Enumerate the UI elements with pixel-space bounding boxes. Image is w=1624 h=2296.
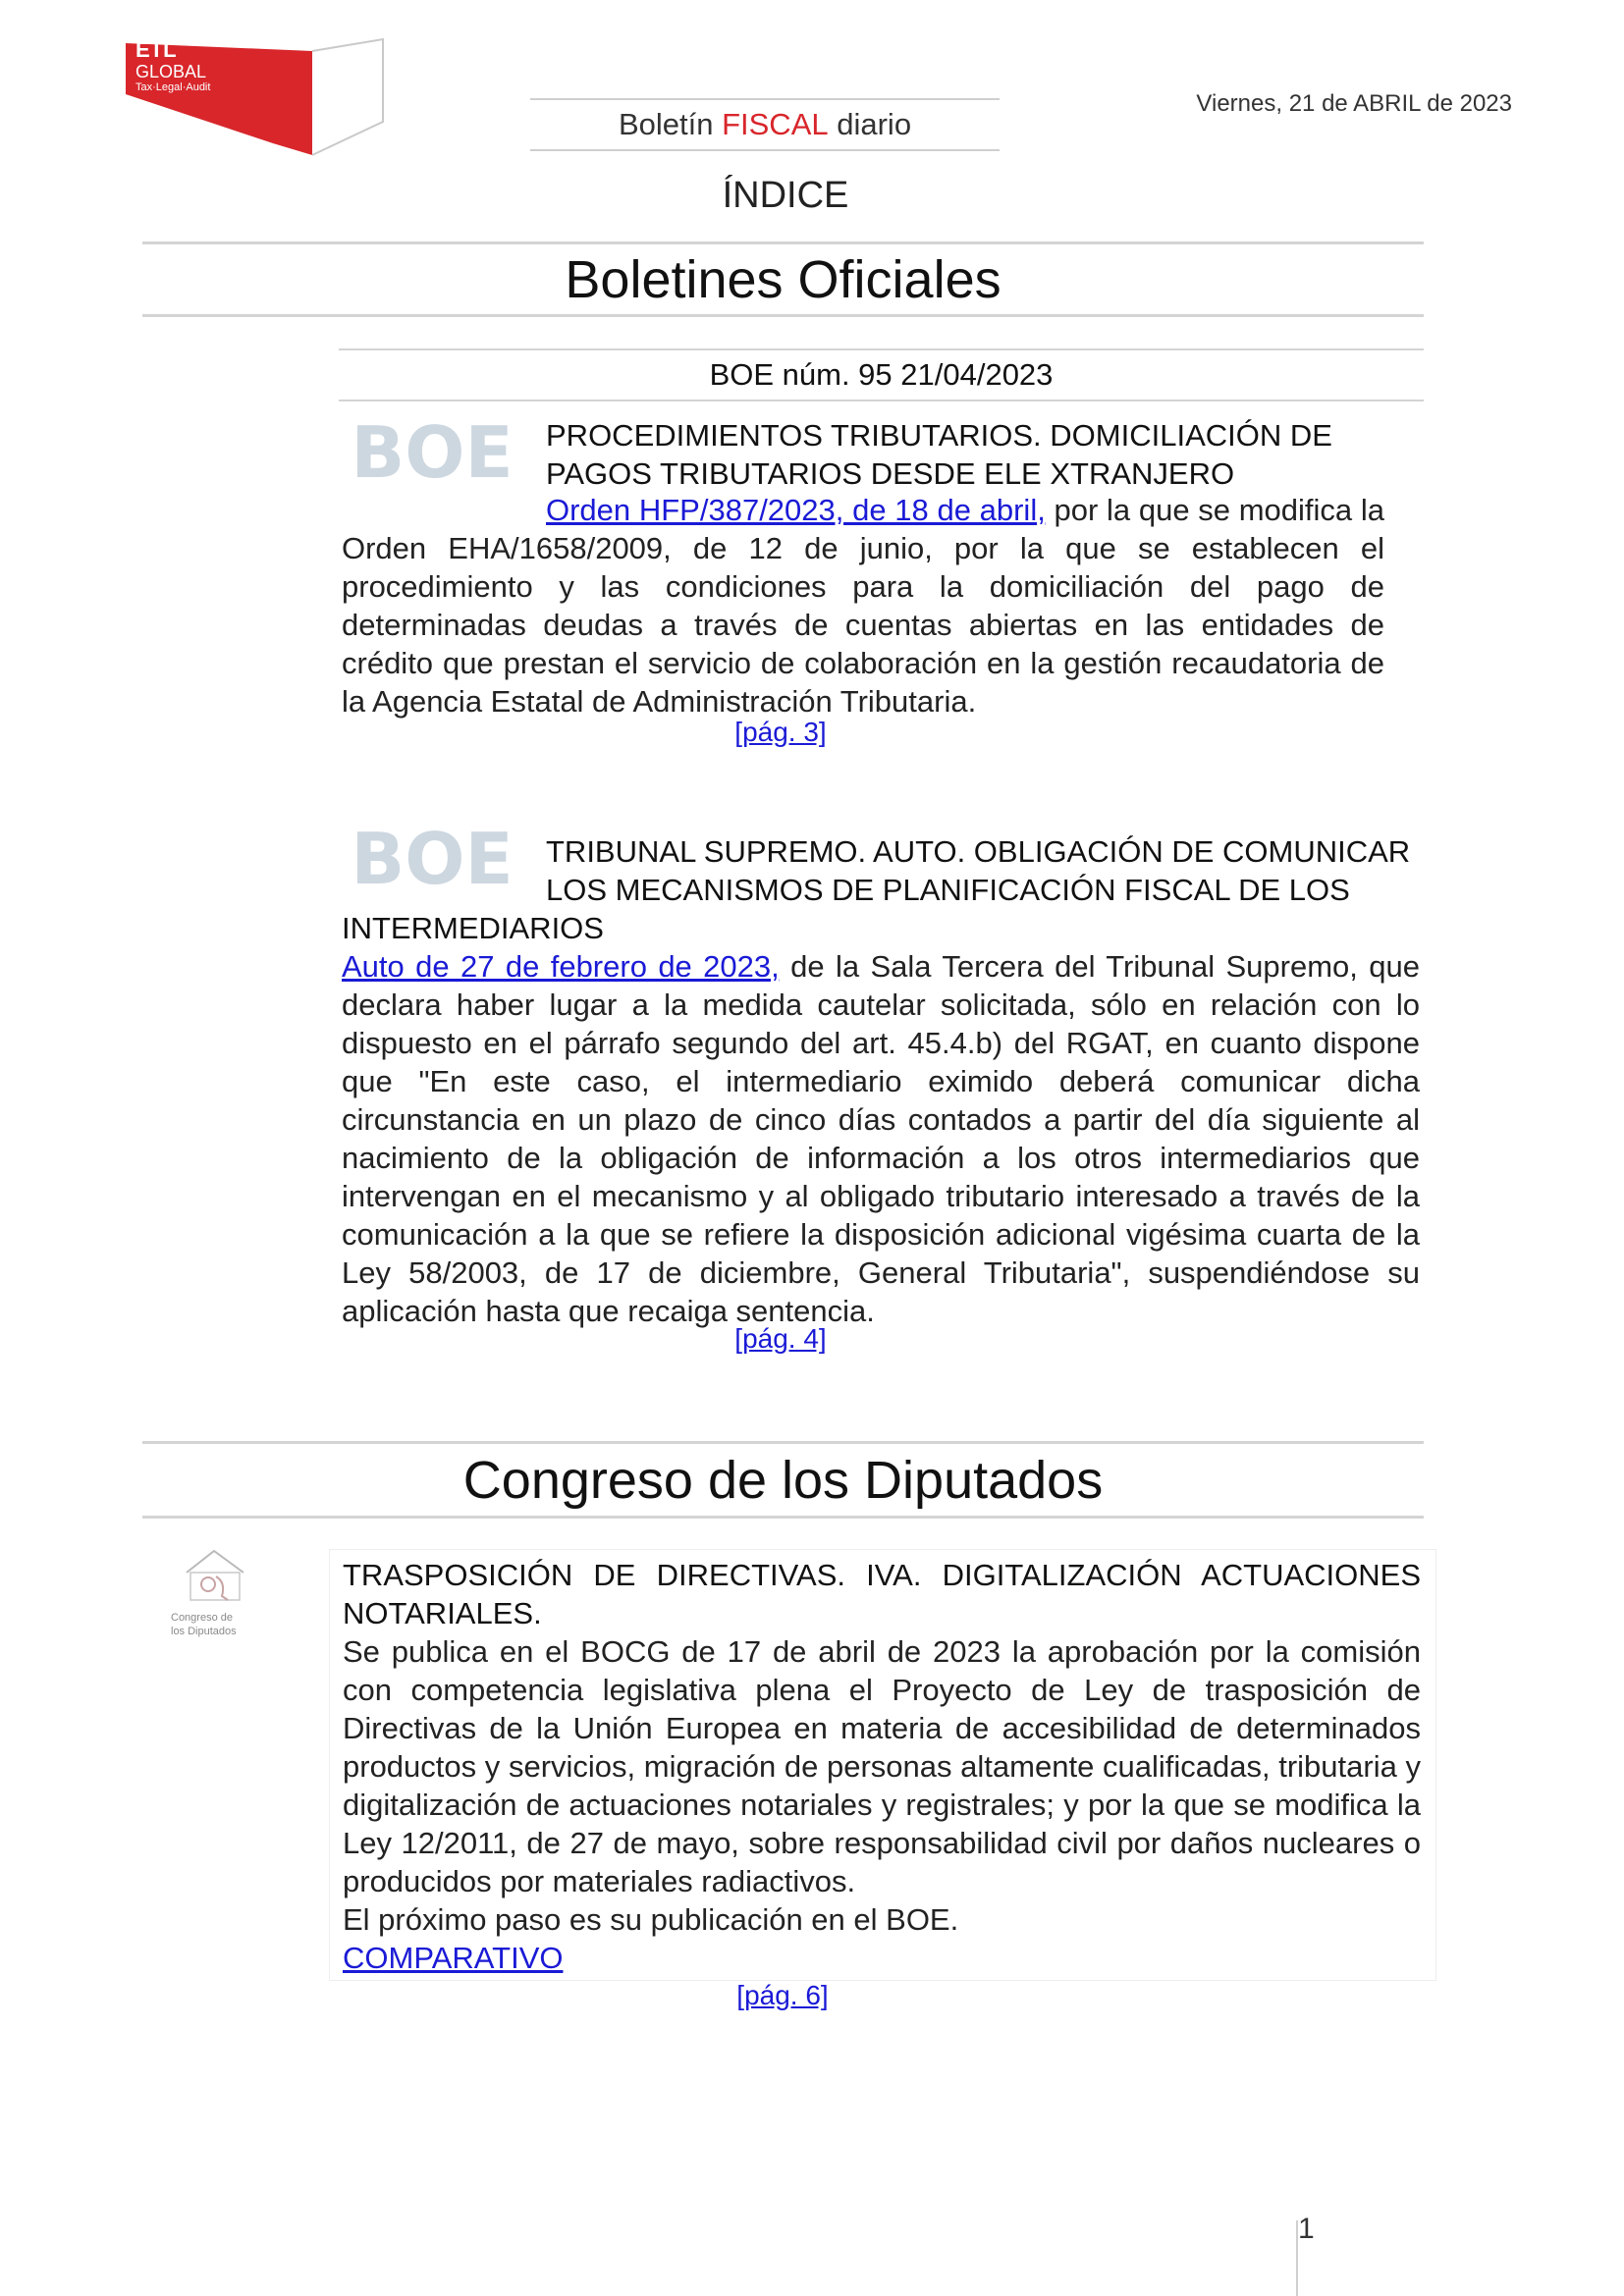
entry1-heading-line1: PROCEDIMIENTOS TRIBUTARIOS. DOMICILIACIÓN DE [546, 418, 1332, 453]
congreso-logo [165, 1543, 263, 1661]
congreso-logo-caption [165, 1611, 263, 1638]
section-rule-bottom [142, 1516, 1424, 1519]
entry2-text: de la Sala Tercera del Tribunal Supremo, que declara haber lugar a la medida cautelar solicitada, sólo en relación con lo dispuesto en el párrafo segundo del art. 45.4.b) del RGAT, en cuanto dispone que "En este caso, el intermediario eximido deberá comunicar dicha circunstancia en un plazo de cinco días contados a partir del día siguiente al nacimiento de la obligación de información a los otros intermediarios que intervengan en el mecanismo y al obligado tributario interesado a través de la comunicación a la que se refiere la disposición adicional vigésima cuarta de la Ley 58/2003, de 17 de diciembre, General Tributaria", suspendiéndose su aplicación hasta que recaiga sentencia. [342, 949, 1420, 1328]
etl-global-logo [126, 37, 391, 159]
bulletin-date: Viernes, 21 de ABRIL de 2023 [1196, 90, 1512, 117]
index-title: ÍNDICE [722, 175, 849, 216]
entry1-heading-line2: PAGOS TRIBUTARIOS DESDE ELE XTRANJERO [546, 456, 1235, 491]
entry2-link[interactable]: Auto de 27 de febrero de 2023, [342, 949, 780, 984]
entry1-link[interactable]: Orden HFP/387/2023, de 18 de abril, [546, 493, 1046, 527]
congreso-emblem [165, 1543, 263, 1606]
congreso-logo-caption-line1: Congreso de [171, 1612, 233, 1624]
entry1-text: por la que se modifica la Orden EHA/1658/2009, de 12 de junio, por la que se establecen el procedimiento y las condiciones para la domiciliación del pago de determinadas deudas a través de cuentas abiertas en las entidades de crédito que prestan el servicio de colaboración en la gestión recaudatoria de la Agencia Estatal de Administración Tributaria. [342, 493, 1384, 719]
congreso-logo-caption-line2: los Diputados [171, 1626, 237, 1637]
entry2-heading-line3: INTERMEDIARIOS [342, 911, 604, 945]
boe-logo-graphic [349, 416, 515, 487]
congreso-body: Se publica en el BOCG de 17 de abril de 2023 la aprobación por la comisión con competencia legislativa plena el Proyecto de Ley de trasposición de Directivas de la Unión Europea en materia de accesibilidad de determinados productos y servicios, migración de personas altamente cualificadas, tributaria y digitalización de actuaciones notariales y registrales; y por la que se modifica la Ley 12/2011, de 27 de mayo, sobre responsabilidad civil por daños nucleares o producidos por materiales radiactivos. [343, 1634, 1421, 1898]
boe-logo [349, 823, 515, 893]
bulletin-suffix: diario [837, 107, 912, 141]
logo-text-global: GLOBAL [135, 62, 207, 81]
section-title-boletines: Boletines Oficiales [565, 250, 1001, 309]
entry2-body [342, 947, 1420, 1330]
page-number: 1 [1298, 2213, 1315, 2245]
boe-issue-heading: BOE núm. 95 21/04/2023 [339, 348, 1424, 401]
comparativo-link[interactable]: COMPARATIVO [343, 1941, 564, 1975]
congreso-body-next-step: El próximo paso es su publicación en el BOE. [343, 1902, 959, 1937]
entry2-heading-line1: TRIBUNAL SUPREMO. AUTO. OBLIGACIÓN DE COMUNICAR [546, 834, 1411, 869]
congreso-entry-box [329, 1549, 1436, 1981]
entry1-body [342, 491, 1384, 721]
boe-logo-graphic [349, 823, 515, 893]
entry2-heading-line2: LOS MECANISMOS DE PLANIFICACIÓN FISCAL DE LOS [546, 873, 1350, 907]
section-rule-bottom [142, 314, 1424, 317]
boe-logo [349, 416, 515, 487]
section-title-congreso: Congreso de los Diputados [462, 1451, 1104, 1510]
section-rule-top [142, 241, 1424, 244]
bulletin-prefix: Boletín [618, 107, 714, 141]
boe-logo-text: BOE [351, 823, 514, 893]
entry2-heading [546, 832, 1420, 909]
entry2-page-link[interactable]: [pág. 4] [734, 1323, 827, 1354]
congreso-link-wrap [343, 1939, 563, 1977]
congreso-heading: TRASPOSICIÓN DE DIRECTIVAS. IVA. DIGITALIZACIÓN ACTUACIONES NOTARIALES. [343, 1558, 1421, 1630]
entry2-page-ref [687, 1323, 874, 1355]
bulletin-title [530, 98, 1000, 151]
entry1-page-link[interactable]: [pág. 3] [734, 717, 827, 747]
logo-text-etl: ETL [135, 37, 177, 62]
bulletin-accent: FISCAL [722, 107, 829, 141]
entry1-heading [546, 416, 1361, 493]
logo-text-tagline: Tax·Legal·Audit [135, 81, 211, 93]
congreso-page-ref [689, 1980, 876, 2011]
section-rule-top [142, 1441, 1424, 1444]
congreso-page-link[interactable]: [pág. 6] [736, 1980, 829, 2010]
boe-logo-text: BOE [351, 416, 514, 487]
entry1-page-ref [687, 717, 874, 748]
